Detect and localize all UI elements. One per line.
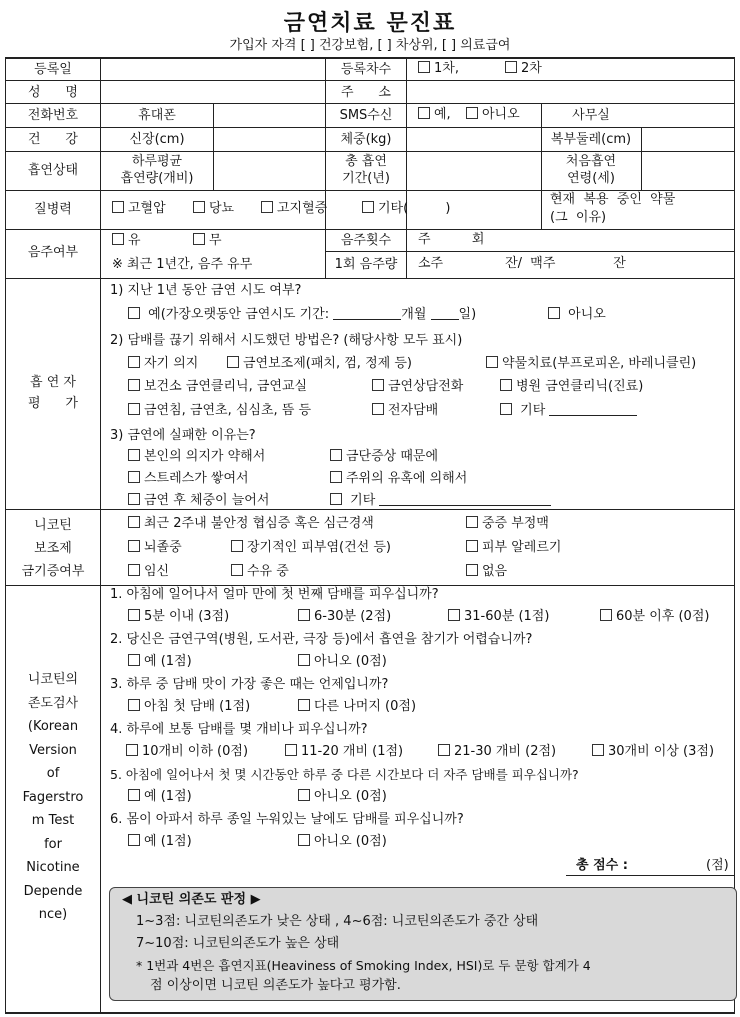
- judgement-line-2: 7~10점: 니코틴의존도가 높은 상태: [136, 936, 340, 951]
- checkbox-icon: [298, 834, 310, 846]
- method-call[interactable]: 금연상담전화: [372, 379, 463, 395]
- contra-pregnancy[interactable]: 임신: [128, 564, 169, 580]
- method-ecig[interactable]: 전자담배: [372, 403, 438, 419]
- checkbox-icon: [112, 201, 124, 213]
- days-field[interactable]: [431, 307, 459, 320]
- checkbox-icon: [298, 789, 310, 801]
- reason-weak-will[interactable]: 본인의 의지가 약해서: [128, 449, 265, 465]
- method-clinic[interactable]: 보건소 금연클리닉, 금연교실: [128, 379, 307, 395]
- label-reg-count: 등록차수: [340, 62, 392, 77]
- checkbox-icon: [128, 379, 140, 391]
- checkbox-icon: [128, 654, 140, 666]
- checkbox-icon: [466, 540, 478, 552]
- months-field[interactable]: [333, 307, 401, 320]
- label-health: 건 강: [28, 132, 78, 147]
- label-drink-amount: 1회 음주량: [334, 257, 398, 272]
- checkbox-icon: [128, 564, 140, 576]
- ftnd-q1-a[interactable]: 5분 이내 (3점): [128, 609, 229, 625]
- judgement-title: ◀ 니코틴 의존도 판정 ▶: [122, 892, 261, 907]
- total-score-unit: (점): [706, 858, 729, 873]
- label-meds-reason: (그 이유): [550, 210, 607, 225]
- checkbox-icon: [193, 201, 205, 213]
- checkbox-icon: [128, 834, 140, 846]
- ftnd-q1: 1. 아침에 일어나서 얼마 만에 첫 번째 담배를 피우십니까?: [110, 587, 439, 602]
- label-ftnd: 니코틴의 존도검사 (Korean Version of Fagerstro m Test for Nicotine Depende nce): [22, 672, 84, 922]
- drink-amount-value: 소주 잔/ 맥주 잔: [418, 256, 626, 271]
- checkbox-icon: [126, 744, 138, 756]
- ftnd-q1-c[interactable]: 31-60분 (1점): [448, 609, 549, 625]
- reg-option-2[interactable]: 2차: [505, 61, 542, 77]
- judgement-line-3: * 1번과 4번은 흡연지표(Heaviness of Smoking Index, HSI)로 두 문항 합계가 4: [136, 958, 591, 973]
- ftnd-q5-a[interactable]: 예 (1점): [128, 789, 192, 805]
- q3-text: 3) 금연에 실패한 이유는?: [110, 428, 256, 443]
- label-mobile: 휴대폰: [138, 108, 176, 123]
- checkbox-icon: [438, 744, 450, 756]
- ftnd-q4-d[interactable]: 30개비 이상 (3점): [592, 744, 714, 760]
- total-score-label: 총 점수 :: [576, 858, 628, 873]
- judgement-line-4: 점 이상이면 니코틴 의존도가 높다고 평가함.: [150, 978, 401, 993]
- checkbox-icon: [128, 471, 140, 483]
- contra-none[interactable]: 없음: [466, 564, 507, 580]
- q2-text: 2) 담배를 끊기 위해서 시도했던 방법은? (해당사항 모두 표시): [110, 333, 463, 348]
- checkbox-icon: [505, 61, 517, 73]
- checkbox-icon: [128, 449, 140, 461]
- contra-lactation[interactable]: 수유 중: [231, 564, 289, 580]
- label-smoke-status: 흡연상태: [27, 163, 79, 178]
- page-title: 금연치료 문진표: [283, 11, 457, 36]
- ftnd-q3-a[interactable]: 아침 첫 담배 (1점): [128, 699, 250, 715]
- checkbox-icon: [372, 403, 384, 415]
- drink-note: ※ 최근 1년간, 음주 유무: [112, 257, 253, 272]
- checkbox-icon: [227, 356, 239, 368]
- checkbox-icon: [298, 609, 310, 621]
- label-name: 성 명: [28, 85, 78, 100]
- checkbox-icon: [231, 564, 243, 576]
- ftnd-q3-b[interactable]: 다른 나머지 (0점): [298, 699, 416, 715]
- label-first-age: 처음흡연 연령(세): [565, 154, 617, 186]
- method-acupuncture[interactable]: 금연침, 금연초, 심심초, 뜸 등: [128, 403, 311, 419]
- ftnd-q5: 5. 아침에 일어나서 첫 몇 시간동안 하루 중 다른 시간보다 더 자주 담배를 피우십니까?: [110, 767, 579, 782]
- checkbox-icon: [231, 540, 243, 552]
- contra-stroke[interactable]: 뇌졸중: [128, 540, 182, 556]
- checkbox-icon: [128, 540, 140, 552]
- disease-hypertension[interactable]: 고혈압: [112, 201, 166, 217]
- label-sms: SMS수신: [339, 108, 393, 123]
- checkbox-icon: [128, 609, 140, 621]
- total-score-field[interactable]: [566, 875, 734, 876]
- label-office: 사무실: [572, 108, 610, 123]
- reason-withdrawal[interactable]: 금단증상 때문에: [330, 449, 438, 465]
- ftnd-q4-b[interactable]: 11-20 개비 (1점): [285, 744, 403, 760]
- ftnd-q2: 2. 당신은 금연구역(병원, 도서관, 극장 등)에서 흡연을 참기가 어렵습니까?: [110, 632, 533, 647]
- disease-lipid[interactable]: 고지혈증: [261, 201, 327, 217]
- label-reg-date: 등록일: [34, 62, 72, 77]
- ftnd-q6: 6. 몸이 아파서 하루 종일 누워있는 날에도 담배를 피우십니까?: [110, 812, 464, 827]
- ftnd-q3: 3. 하루 중 담배 맛이 가장 좋은 때는 언제입니까?: [110, 677, 389, 692]
- checkbox-icon: [600, 609, 612, 621]
- ftnd-q4: 4. 하루에 보통 담배를 몇 개비나 피우십니까?: [110, 722, 368, 737]
- disease-other[interactable]: 기타( ): [362, 201, 450, 217]
- ftnd-q4-a[interactable]: 10개비 이하 (0점): [126, 744, 248, 760]
- reason-other[interactable]: 기타: [330, 493, 551, 509]
- ftnd-q6-a[interactable]: 예 (1점): [128, 834, 192, 850]
- checkbox-icon: [500, 379, 512, 391]
- contra-skin[interactable]: 장기적인 피부염(건선 등): [231, 540, 391, 556]
- label-weight: 체중(kg): [340, 132, 392, 147]
- label-current-meds: 현재 복용 중인 약물: [550, 192, 676, 207]
- checkbox-icon: [448, 609, 460, 621]
- q1-yes-option[interactable]: 예(가장오랫동안 금연시도 기간: 개월 일): [128, 307, 476, 323]
- method-drug[interactable]: 약물치료(부프로피온, 바레니클린): [486, 356, 696, 372]
- sms-yes[interactable]: 예,: [418, 107, 451, 123]
- method-nrt[interactable]: 금연보조제(패치, 껌, 정제 등): [227, 356, 412, 372]
- ftnd-q6-b[interactable]: 아니오 (0점): [298, 834, 387, 850]
- checkbox-icon: [466, 564, 478, 576]
- checkbox-icon: [128, 493, 140, 505]
- label-self-eval: 흡 연 자 평 가: [28, 375, 78, 411]
- reason-other-field[interactable]: [379, 493, 551, 506]
- checkbox-icon: [285, 744, 297, 756]
- contra-arrhythmia[interactable]: 중증 부정맥: [466, 516, 549, 532]
- judgement-line-1: 1~3점: 니코틴의존도가 낮은 상태 , 4~6점: 니코틴의존도가 중간 상태: [136, 914, 539, 929]
- method-hospital[interactable]: 병원 금연클리닉(진료): [500, 379, 643, 395]
- label-phone: 전화번호: [27, 108, 79, 123]
- checkbox-icon: [128, 307, 140, 319]
- checkbox-icon: [128, 356, 140, 368]
- checkbox-icon: [128, 403, 140, 415]
- label-drink-freq: 음주횟수: [340, 233, 392, 248]
- label-waist: 복부둘레(cm): [550, 132, 632, 147]
- disease-diabetes[interactable]: 당뇨: [193, 201, 234, 217]
- reason-weight[interactable]: 금연 후 체중이 늘어서: [128, 493, 269, 509]
- checkbox-icon: [112, 233, 124, 245]
- checkbox-icon: [261, 201, 273, 213]
- label-daily-amount: 하루평균 흡연량(개비): [120, 154, 194, 186]
- ftnd-q1-b[interactable]: 6-30분 (2점): [298, 609, 391, 625]
- checkbox-icon: [128, 516, 140, 528]
- drink-yes[interactable]: 유: [112, 233, 141, 249]
- label-address: 주 소: [341, 85, 391, 100]
- label-drink: 음주여부: [27, 245, 79, 260]
- method-other[interactable]: 기타: [500, 403, 637, 419]
- checkbox-icon: [298, 654, 310, 666]
- checkbox-icon: [362, 201, 374, 213]
- checkbox-icon: [372, 379, 384, 391]
- reason-stress[interactable]: 스트레스가 쌓여서: [128, 471, 249, 487]
- ftnd-q2-a[interactable]: 예 (1점): [128, 654, 192, 670]
- checkbox-icon: [500, 403, 512, 415]
- label-total-period: 총 흡연 기간(년): [342, 154, 390, 186]
- checkbox-icon: [486, 356, 498, 368]
- ftnd-q4-c[interactable]: 21-30 개비 (2점): [438, 744, 556, 760]
- checkbox-icon: [128, 699, 140, 711]
- checkbox-icon: [128, 789, 140, 801]
- method-will[interactable]: 자기 의지: [128, 356, 198, 372]
- checkbox-icon: [548, 307, 560, 319]
- checkbox-icon: [466, 107, 478, 119]
- checkbox-icon: [330, 449, 342, 461]
- checkbox-icon: [418, 107, 430, 119]
- sms-no[interactable]: 아니오: [466, 107, 520, 123]
- checkbox-icon: [193, 233, 205, 245]
- contra-allergy[interactable]: 피부 알레르기: [466, 540, 561, 556]
- method-other-field[interactable]: [549, 403, 637, 416]
- ftnd-q1-d[interactable]: 60분 이후 (0점): [600, 609, 709, 625]
- drink-no[interactable]: 무: [193, 233, 222, 249]
- checkbox-icon: [466, 516, 478, 528]
- checkbox-icon: [330, 493, 342, 505]
- reg-option-1[interactable]: 1차,: [418, 61, 459, 77]
- checkbox-icon: [592, 744, 604, 756]
- checkbox-icon: [330, 471, 342, 483]
- label-contraindication: 니코틴 보조제 금기증여부: [21, 518, 85, 579]
- q1-no-option[interactable]: 아니오: [548, 307, 606, 323]
- ftnd-q5-b[interactable]: 아니오 (0점): [298, 789, 387, 805]
- checkbox-icon: [418, 61, 430, 73]
- page-subtitle: 가입자 자격 [ ] 건강보험, [ ] 차상위, [ ] 의료급여: [229, 38, 511, 53]
- label-disease: 질병력: [34, 202, 72, 217]
- checkbox-icon: [298, 699, 310, 711]
- contra-heart[interactable]: 최근 2주내 불안정 협심증 혹은 심근경색: [128, 516, 374, 532]
- reason-temptation[interactable]: 주위의 유혹에 의해서: [330, 471, 467, 487]
- ftnd-q2-b[interactable]: 아니오 (0점): [298, 654, 387, 670]
- dependence-judgement-box: [109, 887, 737, 1001]
- label-height: 신장(cm): [129, 132, 185, 147]
- drink-freq-value: 주 회: [418, 232, 485, 247]
- q1-text: 1) 지난 1년 동안 금연 시도 여부?: [110, 283, 302, 298]
